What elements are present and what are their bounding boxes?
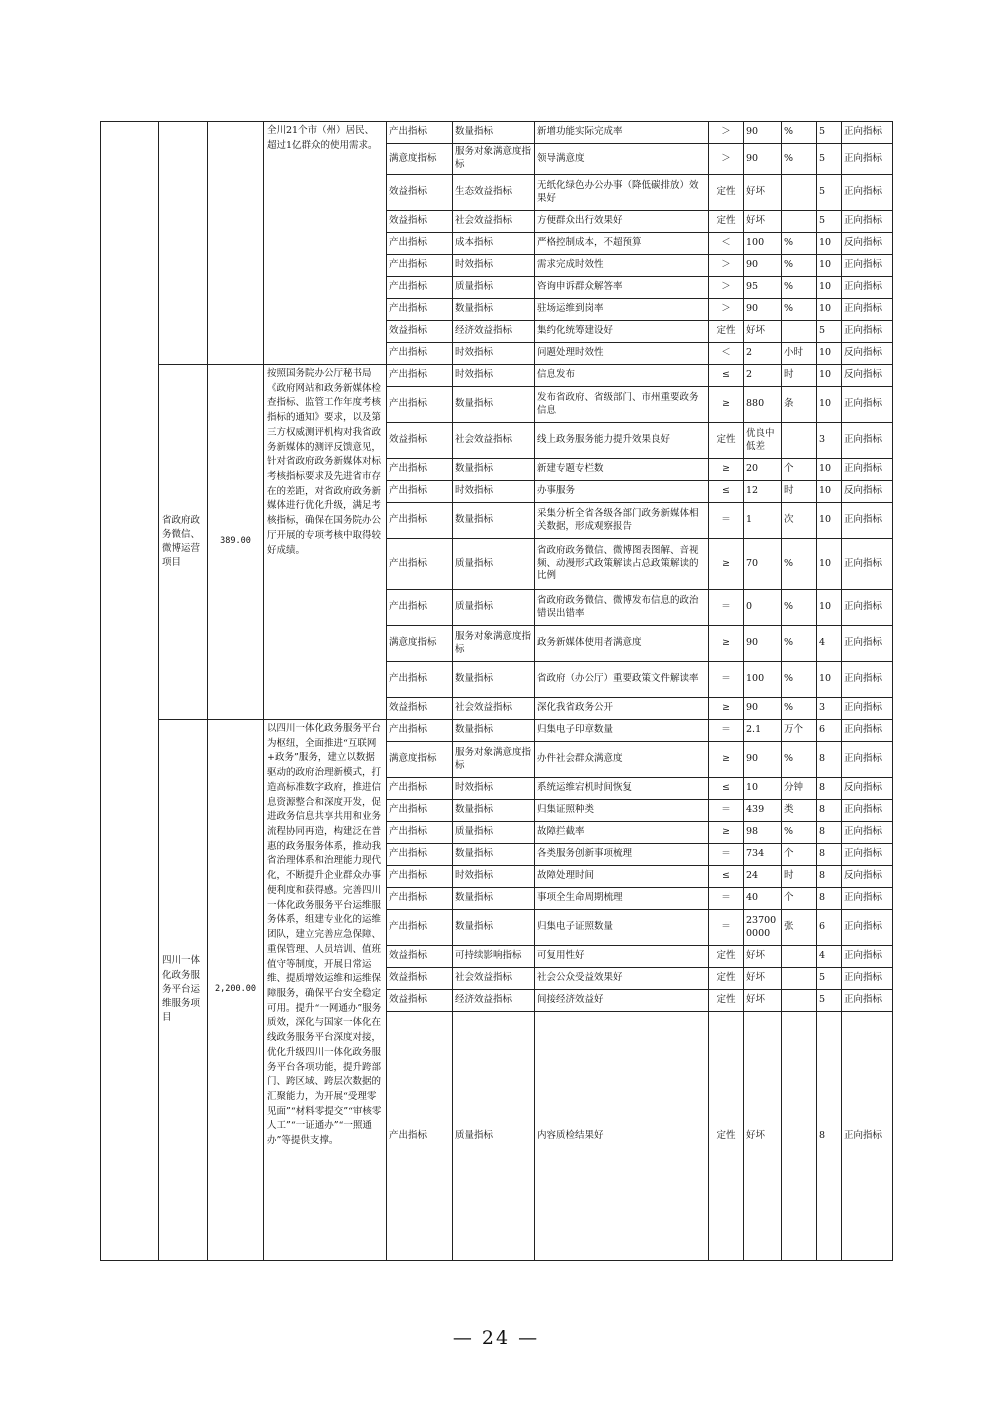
direction-cell: 正向指标 — [842, 888, 893, 910]
weight-cell: 5 — [817, 144, 842, 175]
operator-cell: ≤ — [709, 866, 744, 888]
operator-cell: 定性 — [709, 1012, 744, 1261]
target-cell: 100 — [744, 662, 782, 698]
operator-cell: ≥ — [709, 387, 744, 423]
direction-cell: 正向指标 — [842, 387, 893, 423]
unit-cell — [782, 990, 817, 1012]
indicator-cell: 发布省政府、省级部门、市州重要政务信息 — [535, 387, 709, 423]
target-cell: 12 — [744, 481, 782, 503]
unit-cell: 类 — [782, 800, 817, 822]
indicator-cell: 省政府（办公厅）重要政策文件解读率 — [535, 662, 709, 698]
sub-category-cell: 数量指标 — [453, 910, 535, 946]
category-cell: 效益指标 — [387, 321, 453, 343]
category-cell: 产出指标 — [387, 888, 453, 910]
table-row — [101, 365, 893, 387]
category-cell: 产出指标 — [387, 503, 453, 539]
unit-cell: % — [782, 822, 817, 844]
target-cell: 237000000 — [744, 910, 782, 946]
unit-cell: % — [782, 299, 817, 321]
weight-cell: 10 — [817, 277, 842, 299]
category-cell: 产出指标 — [387, 481, 453, 503]
operator-cell: 定性 — [709, 175, 744, 211]
sub-category-cell: 社会效益指标 — [453, 211, 535, 233]
indicator-cell: 采集分析全省各级各部门政务新媒体相关数据，形成观察报告 — [535, 503, 709, 539]
unit-cell: 万个 — [782, 720, 817, 742]
category-cell: 产出指标 — [387, 343, 453, 365]
target-cell: 100 — [744, 233, 782, 255]
weight-cell: 5 — [817, 175, 842, 211]
sub-category-cell: 时效指标 — [453, 778, 535, 800]
operator-cell: 定性 — [709, 968, 744, 990]
operator-cell: 定性 — [709, 423, 744, 459]
target-cell: 好坏 — [744, 1012, 782, 1261]
indicator-cell: 故障拦截率 — [535, 822, 709, 844]
unit-cell: % — [782, 626, 817, 662]
target-cell: 20 — [744, 459, 782, 481]
weight-cell: 10 — [817, 299, 842, 321]
project-amount-cell — [208, 122, 264, 365]
weight-cell: 8 — [817, 822, 842, 844]
page-number: — 24 — — [452, 1327, 540, 1349]
unit-cell: 张 — [782, 910, 817, 946]
weight-cell: 3 — [817, 423, 842, 459]
sub-category-cell: 时效指标 — [453, 343, 535, 365]
indicator-cell: 省政府政务微信、微博发布信息的政治错误出错率 — [535, 590, 709, 626]
category-cell: 产出指标 — [387, 387, 453, 423]
category-cell: 效益指标 — [387, 175, 453, 211]
sub-category-cell: 服务对象满意度指标 — [453, 742, 535, 778]
weight-cell: 6 — [817, 910, 842, 946]
indicator-cell: 社会公众受益效果好 — [535, 968, 709, 990]
direction-cell: 正向指标 — [842, 144, 893, 175]
direction-cell: 正向指标 — [842, 539, 893, 590]
target-cell: 734 — [744, 844, 782, 866]
weight-cell: 8 — [817, 778, 842, 800]
unit-cell: 条 — [782, 387, 817, 423]
unit-cell: % — [782, 233, 817, 255]
direction-cell: 反向指标 — [842, 481, 893, 503]
target-cell: 98 — [744, 822, 782, 844]
direction-cell: 反向指标 — [842, 365, 893, 387]
category-cell: 产出指标 — [387, 778, 453, 800]
project-amount-cell: 2,200.00 — [208, 720, 264, 1261]
target-cell: 24 — [744, 866, 782, 888]
indicator-cell: 咨询申诉群众解答率 — [535, 277, 709, 299]
indicator-cell: 集约化统筹建设好 — [535, 321, 709, 343]
weight-cell: 5 — [817, 211, 842, 233]
target-cell: 2 — [744, 343, 782, 365]
weight-cell: 10 — [817, 539, 842, 590]
target-cell: 10 — [744, 778, 782, 800]
direction-cell: 正向指标 — [842, 626, 893, 662]
operator-cell: 定性 — [709, 946, 744, 968]
indicator-cell: 深化我省政务公开 — [535, 698, 709, 720]
indicator-cell: 新建专题专栏数 — [535, 459, 709, 481]
sub-category-cell: 成本指标 — [453, 233, 535, 255]
direction-cell: 正向指标 — [842, 503, 893, 539]
direction-cell: 正向指标 — [842, 277, 893, 299]
indicator-cell: 问题处理时效性 — [535, 343, 709, 365]
target-cell: 90 — [744, 698, 782, 720]
sub-category-cell: 质量指标 — [453, 590, 535, 626]
table-row — [101, 720, 893, 742]
target-cell: 90 — [744, 626, 782, 662]
weight-cell: 8 — [817, 1012, 842, 1261]
sub-category-cell: 社会效益指标 — [453, 968, 535, 990]
sub-category-cell: 时效指标 — [453, 866, 535, 888]
unit-cell: % — [782, 742, 817, 778]
unit-cell: % — [782, 255, 817, 277]
unit-cell: 分钟 — [782, 778, 817, 800]
unit-cell — [782, 946, 817, 968]
direction-cell: 正向指标 — [842, 844, 893, 866]
category-cell: 产出指标 — [387, 720, 453, 742]
sub-category-cell: 服务对象满意度指标 — [453, 626, 535, 662]
operator-cell: ＜ — [709, 343, 744, 365]
indicator-cell: 线上政务服务能力提升效果良好 — [535, 423, 709, 459]
indicator-cell: 内容质检结果好 — [535, 1012, 709, 1261]
performance-indicator-table — [100, 121, 893, 1261]
weight-cell: 10 — [817, 387, 842, 423]
weight-cell: 10 — [817, 662, 842, 698]
operator-cell: ＝ — [709, 888, 744, 910]
target-cell: 优良中低差 — [744, 423, 782, 459]
operator-cell: ＝ — [709, 503, 744, 539]
weight-cell: 8 — [817, 844, 842, 866]
category-cell: 产出指标 — [387, 299, 453, 321]
operator-cell: ＞ — [709, 277, 744, 299]
weight-cell: 10 — [817, 459, 842, 481]
category-cell: 产出指标 — [387, 233, 453, 255]
weight-cell: 10 — [817, 255, 842, 277]
category-cell: 产出指标 — [387, 365, 453, 387]
weight-cell: 5 — [817, 990, 842, 1012]
indicator-cell: 事项全生命周期梳理 — [535, 888, 709, 910]
category-cell: 产出指标 — [387, 539, 453, 590]
project-amount-cell: 389.00 — [208, 365, 264, 720]
category-cell: 产出指标 — [387, 662, 453, 698]
category-cell: 产出指标 — [387, 1012, 453, 1261]
target-cell: 2 — [744, 365, 782, 387]
sub-category-cell: 质量指标 — [453, 277, 535, 299]
target-cell: 90 — [744, 299, 782, 321]
weight-cell: 8 — [817, 742, 842, 778]
sub-category-cell: 质量指标 — [453, 822, 535, 844]
indicator-cell: 系统运维宕机时间恢复 — [535, 778, 709, 800]
target-cell: 40 — [744, 888, 782, 910]
direction-cell: 正向指标 — [842, 698, 893, 720]
direction-cell: 正向指标 — [842, 1012, 893, 1261]
operator-cell: ≥ — [709, 822, 744, 844]
unit-cell: 时 — [782, 481, 817, 503]
category-cell: 效益指标 — [387, 990, 453, 1012]
direction-cell: 正向指标 — [842, 720, 893, 742]
unit-cell: % — [782, 144, 817, 175]
sub-category-cell: 质量指标 — [453, 539, 535, 590]
sub-category-cell: 数量指标 — [453, 800, 535, 822]
sub-category-cell: 时效指标 — [453, 481, 535, 503]
target-cell: 90 — [744, 122, 782, 144]
indicator-cell: 故障处理时间 — [535, 866, 709, 888]
indicator-cell: 需求完成时效性 — [535, 255, 709, 277]
weight-cell: 10 — [817, 481, 842, 503]
direction-cell: 正向指标 — [842, 742, 893, 778]
target-cell: 439 — [744, 800, 782, 822]
target-cell: 2.1 — [744, 720, 782, 742]
direction-cell: 正向指标 — [842, 423, 893, 459]
unit-cell — [782, 321, 817, 343]
weight-cell: 8 — [817, 888, 842, 910]
unit-cell — [782, 968, 817, 990]
direction-cell: 正向指标 — [842, 910, 893, 946]
sub-category-cell: 可持续影响指标 — [453, 946, 535, 968]
indicator-cell: 可复用性好 — [535, 946, 709, 968]
unit-cell — [782, 211, 817, 233]
weight-cell: 10 — [817, 590, 842, 626]
direction-cell: 正向指标 — [842, 822, 893, 844]
sub-category-cell: 数量指标 — [453, 720, 535, 742]
indicator-cell: 间接经济效益好 — [535, 990, 709, 1012]
direction-cell: 正向指标 — [842, 946, 893, 968]
operator-cell: ＞ — [709, 144, 744, 175]
operator-cell: 定性 — [709, 211, 744, 233]
project-goal-cell: 以四川一体化政务服务平台为枢纽，全面推进“互联网+政务”服务，建立以数据驱动的政府治理新模式，打造高标准数字政府，推进信息资源整合和深度开发，促进政务信息共享共用和业务流程协同再造，构建泛在普惠的政务服务体系，推动我省治理体系和治理能力现代化，不断提升企业群众办事便利度和获得感。完善四川一体化政务服务平台运维服务体系，组建专业化的运维团队，建立完善应急保障、重保管理、人员培训、值班值守等制度，开展日常运维、提质增效运维和运维保障服务，确保平台安全稳定可用。提升“一网通办”服务质效，深化与国家一体化在线政务服务平台深度对接，优化升级四川一体化政务服务平台各项功能，提升跨部门、跨区域、跨层次数据的汇聚能力，为开展“受理零见面”“材料零提交”“审核零人工”“一证通办”“一照通办”等提供支撑。 — [264, 720, 387, 1261]
category-cell: 满意度指标 — [387, 144, 453, 175]
target-cell: 95 — [744, 277, 782, 299]
sub-category-cell: 数量指标 — [453, 662, 535, 698]
weight-cell: 5 — [817, 321, 842, 343]
indicator-cell: 各类服务创新事项梳理 — [535, 844, 709, 866]
category-cell: 效益指标 — [387, 211, 453, 233]
target-cell: 好坏 — [744, 211, 782, 233]
category-cell: 产出指标 — [387, 459, 453, 481]
operator-cell: ≥ — [709, 459, 744, 481]
direction-cell: 正向指标 — [842, 255, 893, 277]
target-cell: 1 — [744, 503, 782, 539]
weight-cell: 3 — [817, 698, 842, 720]
operator-cell: ＜ — [709, 233, 744, 255]
operator-cell: ≥ — [709, 698, 744, 720]
indicator-cell: 无纸化绿色办公办事（降低碳排放）效果好 — [535, 175, 709, 211]
unit-cell: % — [782, 590, 817, 626]
direction-cell: 正向指标 — [842, 800, 893, 822]
unit-cell: % — [782, 277, 817, 299]
sub-category-cell: 时效指标 — [453, 365, 535, 387]
sub-category-cell: 服务对象满意度指标 — [453, 144, 535, 175]
target-cell: 90 — [744, 742, 782, 778]
project-name-cell: 四川一体化政务服务平台运维服务项目 — [159, 720, 208, 1261]
unit-cell: 时 — [782, 866, 817, 888]
target-cell: 880 — [744, 387, 782, 423]
weight-cell: 4 — [817, 626, 842, 662]
weight-cell: 10 — [817, 233, 842, 255]
weight-cell: 5 — [817, 122, 842, 144]
sub-category-cell: 数量指标 — [453, 299, 535, 321]
operator-cell: ≤ — [709, 481, 744, 503]
category-cell: 产出指标 — [387, 255, 453, 277]
direction-cell: 正向指标 — [842, 590, 893, 626]
operator-cell: ＝ — [709, 662, 744, 698]
direction-cell: 正向指标 — [842, 990, 893, 1012]
unit-cell: 小时 — [782, 343, 817, 365]
category-cell: 产出指标 — [387, 866, 453, 888]
sub-category-cell: 经济效益指标 — [453, 321, 535, 343]
project-goal-cell: 全川21个市（州）居民、超过1亿群众的使用需求。 — [264, 122, 387, 365]
dept-column-cell — [101, 122, 159, 1261]
category-cell: 产出指标 — [387, 590, 453, 626]
target-cell: 0 — [744, 590, 782, 626]
target-cell: 70 — [744, 539, 782, 590]
operator-cell: ＝ — [709, 720, 744, 742]
operator-cell: ＝ — [709, 800, 744, 822]
direction-cell: 正向指标 — [842, 299, 893, 321]
direction-cell: 反向指标 — [842, 778, 893, 800]
sub-category-cell: 数量指标 — [453, 888, 535, 910]
weight-cell: 6 — [817, 720, 842, 742]
operator-cell: ＞ — [709, 299, 744, 321]
unit-cell: 个 — [782, 459, 817, 481]
weight-cell: 4 — [817, 946, 842, 968]
unit-cell: % — [782, 662, 817, 698]
indicator-cell: 归集电子印章数量 — [535, 720, 709, 742]
direction-cell: 正向指标 — [842, 321, 893, 343]
operator-cell: ≥ — [709, 539, 744, 590]
sub-category-cell: 数量指标 — [453, 122, 535, 144]
indicator-cell: 新增功能实际完成率 — [535, 122, 709, 144]
operator-cell: ≥ — [709, 742, 744, 778]
category-cell: 满意度指标 — [387, 626, 453, 662]
target-cell: 好坏 — [744, 321, 782, 343]
target-cell: 90 — [744, 255, 782, 277]
indicator-cell: 办件社会群众满意度 — [535, 742, 709, 778]
direction-cell: 正向指标 — [842, 175, 893, 211]
direction-cell: 反向指标 — [842, 343, 893, 365]
operator-cell: ≤ — [709, 365, 744, 387]
indicator-cell: 方便群众出行效果好 — [535, 211, 709, 233]
target-cell: 好坏 — [744, 175, 782, 211]
category-cell: 产出指标 — [387, 822, 453, 844]
sub-category-cell: 数量指标 — [453, 387, 535, 423]
direction-cell: 正向指标 — [842, 662, 893, 698]
indicator-cell: 办事服务 — [535, 481, 709, 503]
operator-cell: ＞ — [709, 255, 744, 277]
indicator-cell: 驻场运维到岗率 — [535, 299, 709, 321]
category-cell: 产出指标 — [387, 844, 453, 866]
operator-cell: ＝ — [709, 910, 744, 946]
weight-cell: 5 — [817, 968, 842, 990]
sub-category-cell: 数量指标 — [453, 844, 535, 866]
weight-cell: 10 — [817, 343, 842, 365]
target-cell: 好坏 — [744, 990, 782, 1012]
table-row — [101, 122, 893, 144]
direction-cell: 正向指标 — [842, 122, 893, 144]
category-cell: 效益指标 — [387, 423, 453, 459]
unit-cell: 次 — [782, 503, 817, 539]
operator-cell: ≤ — [709, 778, 744, 800]
weight-cell: 10 — [817, 503, 842, 539]
sub-category-cell: 生态效益指标 — [453, 175, 535, 211]
indicator-cell: 政务新媒体使用者满意度 — [535, 626, 709, 662]
direction-cell: 正向指标 — [842, 968, 893, 990]
unit-cell: 个 — [782, 844, 817, 866]
direction-cell: 正向指标 — [842, 459, 893, 481]
category-cell: 产出指标 — [387, 800, 453, 822]
operator-cell: 定性 — [709, 321, 744, 343]
weight-cell: 8 — [817, 800, 842, 822]
operator-cell: ＝ — [709, 844, 744, 866]
unit-cell: 个 — [782, 888, 817, 910]
sub-category-cell: 数量指标 — [453, 459, 535, 481]
weight-cell: 10 — [817, 365, 842, 387]
project-name-cell — [159, 122, 208, 365]
sub-category-cell: 社会效益指标 — [453, 698, 535, 720]
category-cell: 产出指标 — [387, 277, 453, 299]
sub-category-cell: 数量指标 — [453, 503, 535, 539]
category-cell: 满意度指标 — [387, 742, 453, 778]
unit-cell — [782, 423, 817, 459]
category-cell: 产出指标 — [387, 122, 453, 144]
indicator-cell: 归集证照种类 — [535, 800, 709, 822]
sub-category-cell: 社会效益指标 — [453, 423, 535, 459]
direction-cell: 反向指标 — [842, 233, 893, 255]
unit-cell: % — [782, 122, 817, 144]
target-cell: 90 — [744, 144, 782, 175]
sub-category-cell: 经济效益指标 — [453, 990, 535, 1012]
unit-cell — [782, 175, 817, 211]
indicator-cell: 领导满意度 — [535, 144, 709, 175]
project-name-cell: 省政府政务微信、微博运营项目 — [159, 365, 208, 720]
unit-cell: 时 — [782, 365, 817, 387]
sub-category-cell: 质量指标 — [453, 1012, 535, 1261]
direction-cell: 正向指标 — [842, 211, 893, 233]
indicator-cell: 省政府政务微信、微博图表图解、音视频、动漫形式政策解读占总政策解读的比例 — [535, 539, 709, 590]
sub-category-cell: 时效指标 — [453, 255, 535, 277]
unit-cell: % — [782, 698, 817, 720]
direction-cell: 反向指标 — [842, 866, 893, 888]
operator-cell: ＝ — [709, 590, 744, 626]
indicator-cell: 信息发布 — [535, 365, 709, 387]
target-cell: 好坏 — [744, 968, 782, 990]
category-cell: 效益指标 — [387, 946, 453, 968]
indicator-cell: 严格控制成本，不超预算 — [535, 233, 709, 255]
category-cell: 效益指标 — [387, 968, 453, 990]
indicator-cell: 归集电子证照数量 — [535, 910, 709, 946]
operator-cell: ＞ — [709, 122, 744, 144]
table-body — [101, 122, 893, 1261]
unit-cell: % — [782, 539, 817, 590]
category-cell: 效益指标 — [387, 698, 453, 720]
operator-cell: ≥ — [709, 626, 744, 662]
unit-cell — [782, 1012, 817, 1261]
project-goal-cell: 按照国务院办公厅秘书局《政府网站和政务新媒体检查指标、监管工作年度考核指标的通知》要求，以及第三方权威测评机构对我省政务新媒体的测评反馈意见，针对省政府政务新媒体对标考核指标要求及先进省市存在的差距，对省政府政务新媒体进行优化升级，满足考核指标，确保在国务院办公厅开展的专项考核中取得较好成绩。 — [264, 365, 387, 720]
category-cell: 产出指标 — [387, 910, 453, 946]
target-cell: 好坏 — [744, 946, 782, 968]
operator-cell: 定性 — [709, 990, 744, 1012]
weight-cell: 8 — [817, 866, 842, 888]
